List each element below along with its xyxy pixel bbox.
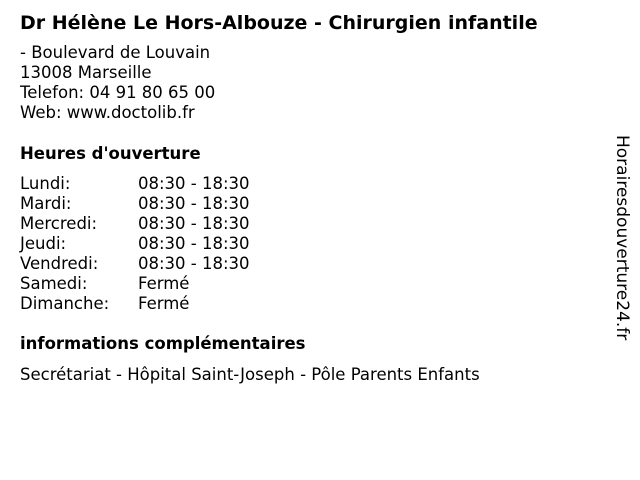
day-label: Samedi:	[20, 274, 88, 293]
day-hours: 08:30 - 18:30	[138, 214, 250, 233]
street-address: - Boulevard de Louvain	[20, 43, 211, 62]
additional-info-heading: informations complémentaires	[20, 334, 306, 353]
day-hours: Fermé	[138, 274, 190, 293]
page-title: Dr Hélène Le Hors-Albouze - Chirurgien infantile	[20, 12, 538, 34]
site-watermark: Horairesdouverture24.fr	[612, 135, 632, 341]
day-label: Dimanche:	[20, 294, 110, 313]
day-hours: Fermé	[138, 294, 190, 313]
day-label: Lundi:	[20, 174, 71, 193]
additional-info-text: Secrétariat - Hôpital Saint-Joseph - Pôle Parents Enfants	[20, 365, 480, 384]
phone-number: Telefon: 04 91 80 65 00	[20, 83, 216, 102]
address-block	[20, 43, 215, 123]
day-hours: 08:30 - 18:30	[138, 174, 250, 193]
day-hours: 08:30 - 18:30	[138, 234, 250, 253]
day-label: Jeudi:	[20, 234, 67, 253]
website: Web: www.doctolib.fr	[20, 103, 195, 122]
day-label: Mercredi:	[20, 214, 98, 233]
day-hours: 08:30 - 18:30	[138, 194, 250, 213]
opening-hours-heading: Heures d'ouverture	[20, 144, 201, 163]
day-label: Vendredi:	[20, 254, 99, 273]
day-hours: 08:30 - 18:30	[138, 254, 250, 273]
day-label: Mardi:	[20, 194, 72, 213]
postal-city: 13008 Marseille	[20, 63, 152, 82]
